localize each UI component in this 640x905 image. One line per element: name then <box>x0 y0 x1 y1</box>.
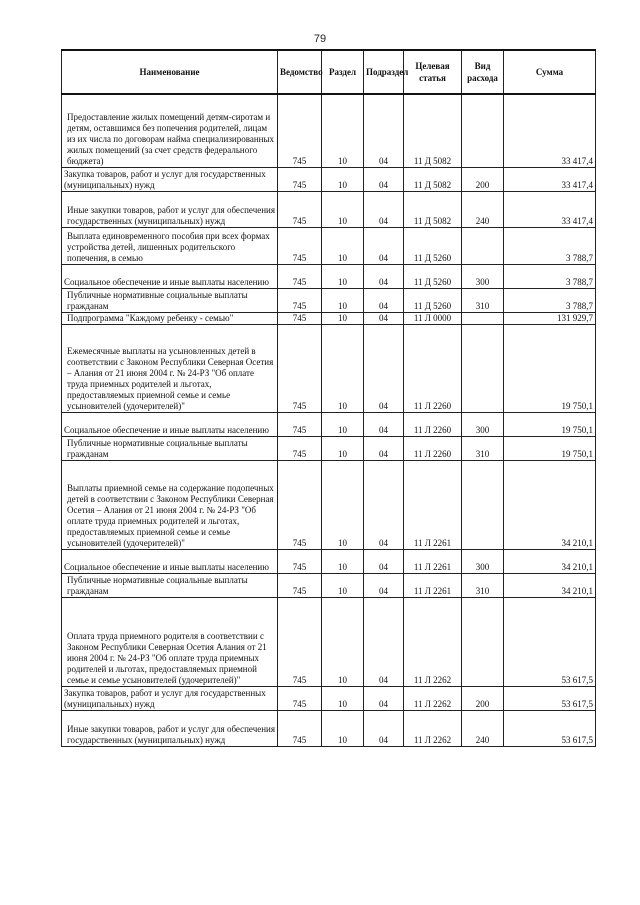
row-target: 11 Л 2260 <box>404 324 462 412</box>
row-section: 10 <box>322 573 364 597</box>
row-target: 11 Д 5082 <box>404 94 462 167</box>
row-target: 11 Л 2261 <box>404 549 462 573</box>
row-section: 10 <box>322 460 364 549</box>
table-row <box>62 412 596 436</box>
row-subsection: 04 <box>364 167 404 191</box>
row-dept: 745 <box>278 597 322 686</box>
row-amount: 53 617,5 <box>504 686 596 710</box>
header-amount: Сумма <box>504 50 596 94</box>
row-dept: 745 <box>278 264 322 288</box>
row-amount: 34 210,1 <box>504 549 596 573</box>
row-amount: 19 750,1 <box>504 324 596 412</box>
row-type <box>462 227 504 264</box>
row-section: 10 <box>322 94 364 167</box>
row-type <box>462 460 504 549</box>
row-type: 310 <box>462 288 504 312</box>
row-target: 11 Л 2261 <box>404 460 462 549</box>
header-dept: Ведомство <box>278 50 322 94</box>
row-name: Публичные нормативные социальные выплаты гражданам <box>62 573 278 597</box>
row-dept: 745 <box>278 167 322 191</box>
row-amount: 3 788,7 <box>504 227 596 264</box>
row-dept: 745 <box>278 324 322 412</box>
row-target: 11 Д 5260 <box>404 288 462 312</box>
row-section: 10 <box>322 686 364 710</box>
row-type: 200 <box>462 686 504 710</box>
table-row <box>62 227 596 264</box>
row-subsection: 04 <box>364 412 404 436</box>
row-type: 310 <box>462 573 504 597</box>
row-section: 10 <box>322 264 364 288</box>
row-type: 240 <box>462 191 504 227</box>
row-dept: 745 <box>278 573 322 597</box>
table-row <box>62 191 596 227</box>
row-dept: 745 <box>278 94 322 167</box>
row-amount: 3 788,7 <box>504 264 596 288</box>
row-name: Закупка товаров, работ и услуг для государственных (муниципальных) нужд <box>62 167 278 191</box>
table-row <box>62 436 596 460</box>
row-name: Подпрограмма "Каждому ребенку - семью" <box>62 312 278 324</box>
row-amount: 3 788,7 <box>504 288 596 312</box>
row-name: Публичные нормативные социальные выплаты гражданам <box>62 436 278 460</box>
row-name: Публичные нормативные социальные выплаты гражданам <box>62 288 278 312</box>
table-row <box>62 573 596 597</box>
row-name: Предоставление жилых помещений детям-сиротам и детям, оставшимся без попечения родителей, лицам из их числа по договорам найма специализированных жилых помещений (за счет средств федерального бюджета) <box>62 94 278 167</box>
row-subsection: 04 <box>364 436 404 460</box>
row-target: 11 Д 5260 <box>404 227 462 264</box>
table-row <box>62 549 596 573</box>
row-section: 10 <box>322 324 364 412</box>
row-dept: 745 <box>278 191 322 227</box>
row-amount: 19 750,1 <box>504 436 596 460</box>
row-amount: 19 750,1 <box>504 412 596 436</box>
row-section: 10 <box>322 191 364 227</box>
row-type <box>462 324 504 412</box>
row-subsection: 04 <box>364 288 404 312</box>
row-type: 300 <box>462 549 504 573</box>
row-dept: 745 <box>278 686 322 710</box>
row-subsection: 04 <box>364 573 404 597</box>
row-target: 11 Л 2260 <box>404 436 462 460</box>
row-amount: 131 929,7 <box>504 312 596 324</box>
table-row <box>62 167 596 191</box>
row-subsection: 04 <box>364 94 404 167</box>
row-section: 10 <box>322 549 364 573</box>
row-type <box>462 94 504 167</box>
row-dept: 745 <box>278 549 322 573</box>
table-row <box>62 686 596 710</box>
row-type: 300 <box>462 412 504 436</box>
header-expense-type: Вид расхода <box>462 50 504 94</box>
row-target: 11 Д 5082 <box>404 191 462 227</box>
row-name: Выплаты приемной семье на содержание подопечных детей в соответствии с Законом Республики Северная Осетия – Алания от 21 июня 2004 г. № 24-РЗ "Об оплате труда приемных родителей и льготах, предоставляемых приемной семье и семье усыновителей (удочерителей)" <box>62 460 278 549</box>
row-amount: 34 210,1 <box>504 460 596 549</box>
row-name: Социальное обеспечение и иные выплаты населению <box>62 412 278 436</box>
row-dept: 745 <box>278 710 322 746</box>
row-type: 300 <box>462 264 504 288</box>
row-subsection: 04 <box>364 549 404 573</box>
table-row <box>62 288 596 312</box>
row-type: 310 <box>462 436 504 460</box>
table-row <box>62 312 596 324</box>
row-subsection: 04 <box>364 597 404 686</box>
row-amount: 33 417,4 <box>504 167 596 191</box>
table-row <box>62 710 596 746</box>
row-target: 11 Л 2262 <box>404 597 462 686</box>
row-section: 10 <box>322 436 364 460</box>
row-subsection: 04 <box>364 191 404 227</box>
row-target: 11 Л 2261 <box>404 573 462 597</box>
row-amount: 53 617,5 <box>504 597 596 686</box>
row-subsection: 04 <box>364 227 404 264</box>
row-target: 11 Д 5082 <box>404 167 462 191</box>
table-row <box>62 460 596 549</box>
row-amount: 33 417,4 <box>504 94 596 167</box>
row-section: 10 <box>322 710 364 746</box>
row-name: Иные закупки товаров, работ и услуг для обеспечения государственных (муниципальных) нужд <box>62 710 278 746</box>
row-type: 200 <box>462 167 504 191</box>
row-target: 11 Л 0000 <box>404 312 462 324</box>
budget-table <box>61 49 596 747</box>
table-row <box>62 264 596 288</box>
row-name: Закупка товаров, работ и услуг для государственных (муниципальных) нужд <box>62 686 278 710</box>
row-dept: 745 <box>278 436 322 460</box>
row-section: 10 <box>322 167 364 191</box>
row-subsection: 04 <box>364 312 404 324</box>
row-section: 10 <box>322 597 364 686</box>
table-header-row <box>62 50 596 94</box>
row-target: 11 Л 2262 <box>404 686 462 710</box>
row-type <box>462 597 504 686</box>
header-section: Раздел <box>322 50 364 94</box>
row-section: 10 <box>322 412 364 436</box>
row-subsection: 04 <box>364 324 404 412</box>
table-row <box>62 324 596 412</box>
row-section: 10 <box>322 288 364 312</box>
table-row <box>62 597 596 686</box>
row-section: 10 <box>322 312 364 324</box>
row-name: Иные закупки товаров, работ и услуг для обеспечения государственных (муниципальных) нужд <box>62 191 278 227</box>
row-dept: 745 <box>278 312 322 324</box>
row-dept: 745 <box>278 288 322 312</box>
page-number: 79 <box>313 33 327 45</box>
row-subsection: 04 <box>364 264 404 288</box>
header-subsection: Подраздел <box>364 50 404 94</box>
header-name: Наименование <box>62 50 278 94</box>
table-row <box>62 94 596 167</box>
row-target: 11 Л 2262 <box>404 710 462 746</box>
row-section: 10 <box>322 227 364 264</box>
row-subsection: 04 <box>364 686 404 710</box>
row-subsection: 04 <box>364 710 404 746</box>
row-amount: 53 617,5 <box>504 710 596 746</box>
row-name: Ежемесячные выплаты на усыновленных детей в соответствии с Законом Республики Северная Осетия – Алания от 21 июня 2004 г. № 24-РЗ "Об оплате труда приемных родителей и льготах, предоставляемых приемной семье и семье усыновителей (удочерителей)" <box>62 324 278 412</box>
row-type: 240 <box>462 710 504 746</box>
row-name: Выплата единовременного пособия при всех формах устройства детей, лишенных родительского попечения, в семью <box>62 227 278 264</box>
row-target: 11 Л 2260 <box>404 412 462 436</box>
row-dept: 745 <box>278 412 322 436</box>
row-dept: 745 <box>278 460 322 549</box>
header-target: Целевая статья <box>404 50 462 94</box>
row-type <box>462 312 504 324</box>
row-subsection: 04 <box>364 460 404 549</box>
row-amount: 33 417,4 <box>504 191 596 227</box>
row-dept: 745 <box>278 227 322 264</box>
row-name: Социальное обеспечение и иные выплаты населению <box>62 549 278 573</box>
row-amount: 34 210,1 <box>504 573 596 597</box>
row-name: Социальное обеспечение и иные выплаты населению <box>62 264 278 288</box>
row-name: Оплата труда приемного родителя в соответствии с Законом Республики Северная Осетия Алания от 21 июня 2004 г. № 24-РЗ "Об оплате труда приемных родителей и льготах, предоставляемых приемной семье и семье усыновителей (удочерителей)" <box>62 597 278 686</box>
row-target: 11 Д 5260 <box>404 264 462 288</box>
